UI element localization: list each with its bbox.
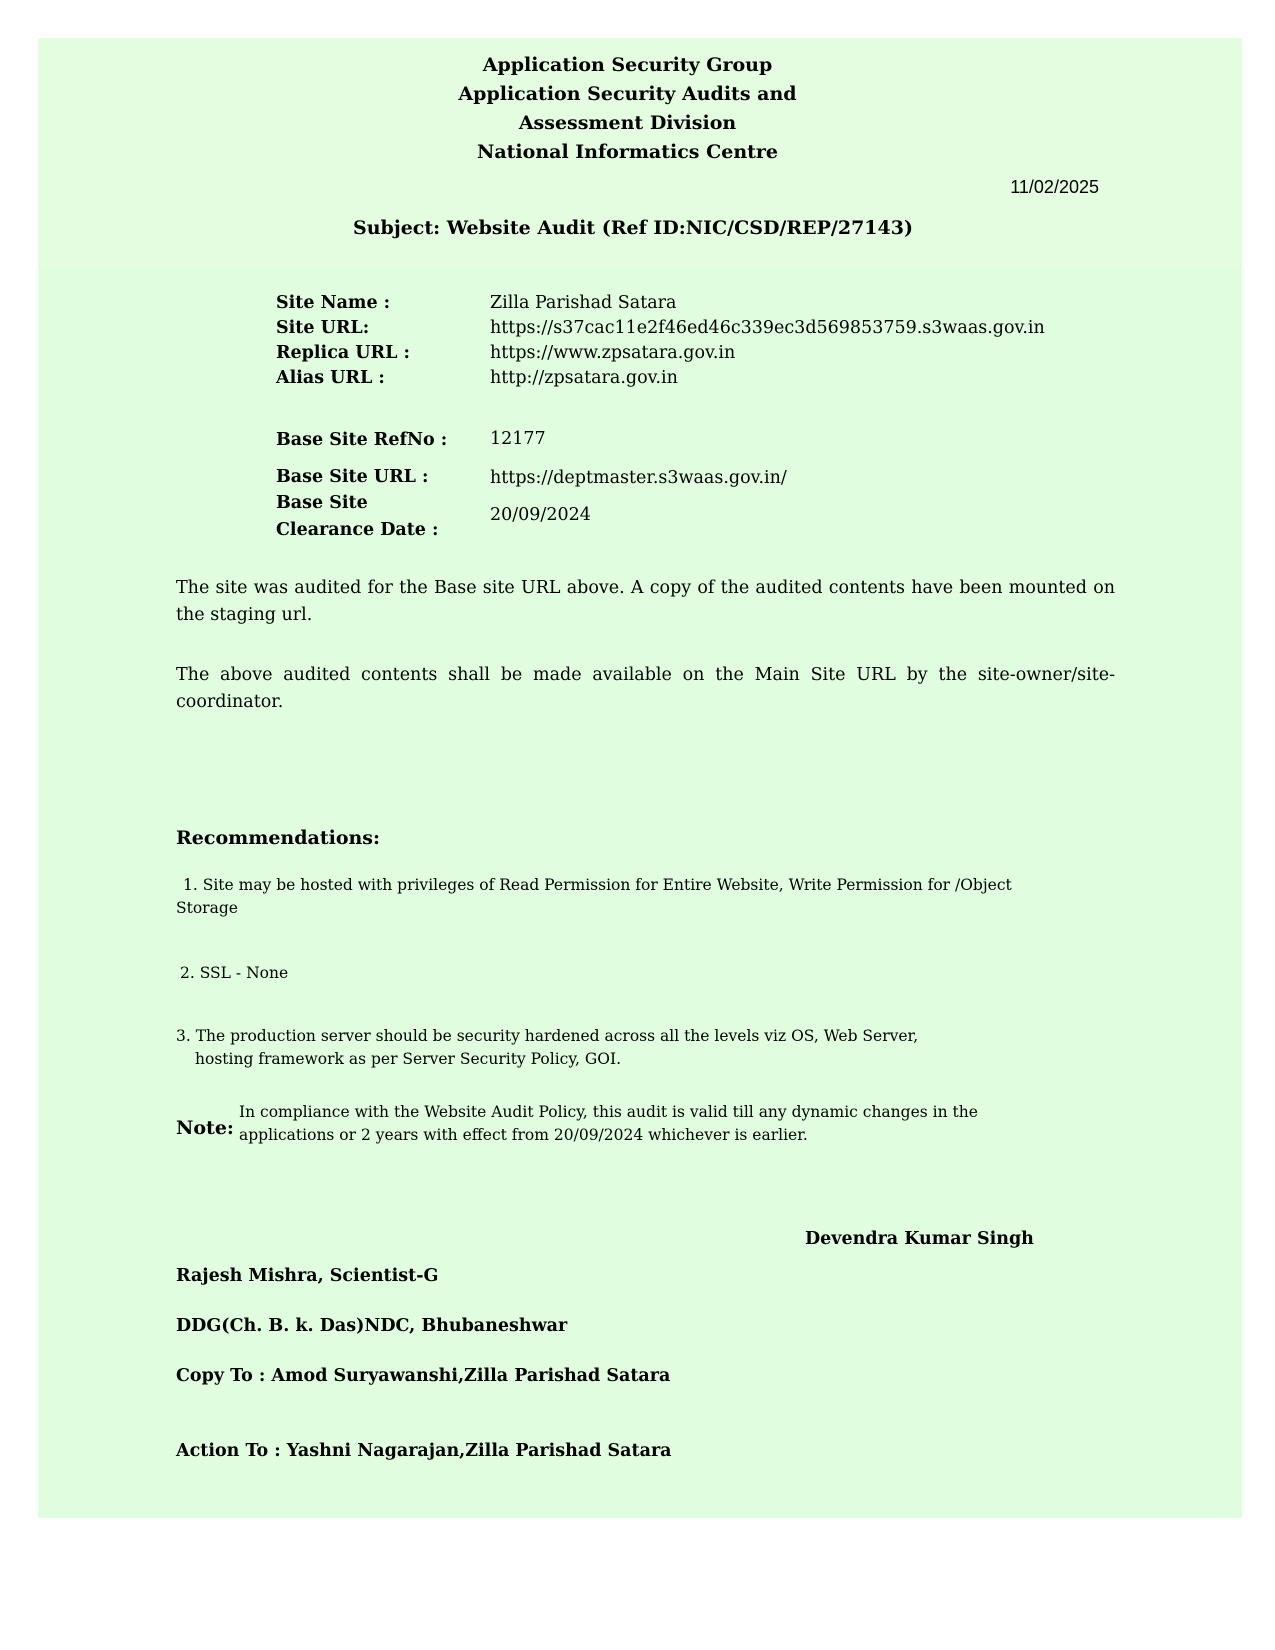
site-url-label: Site URL: (276, 318, 370, 338)
replica-url-value: https://www.zpsatara.gov.in (490, 343, 736, 363)
scientist-name: Rajesh Mishra, Scientist-G (176, 1266, 439, 1286)
document-date: 11/02/2025 (1010, 177, 1099, 197)
base-site-refno-label: Base Site RefNo : (276, 430, 448, 450)
site-name-value: Zilla Parishad Satara (490, 293, 677, 313)
alias-url-value: http://zpsatara.gov.in (490, 368, 678, 388)
subject-line: Subject: Website Audit (Ref ID:NIC/CSD/REP/27143) (353, 217, 913, 239)
note-text (239, 1101, 999, 1147)
recommendation-1-line2: Storage (176, 899, 238, 917)
ddg-line: DDG(Ch. B. k. Das)NDC, Bhubaneshwar (176, 1316, 568, 1336)
recommendation-2: 2. SSL - None (180, 964, 289, 982)
base-site-url-value: https://deptmaster.s3waas.gov.in/ (490, 468, 787, 487)
alias-url-label: Alias URL : (276, 368, 385, 388)
org-name: National Informatics Centre (476, 141, 779, 163)
recommendation-1-line1: 1. Site may be hosted with privileges of Read Permission for Entire Website, Write Permission for /Object (183, 876, 1012, 894)
clearance-date-value: 20/09/2024 (490, 505, 591, 525)
document-sheet (38, 38, 1242, 1518)
site-url-value: https://s37cac11e2f46ed46c339ec3d569853759.s3waas.gov.in (490, 318, 1045, 338)
clearance-date-label-line2: Clearance Date : (276, 520, 439, 540)
base-site-refno-value: 12177 (490, 429, 546, 449)
signatory-name: Devendra Kumar Singh (805, 1229, 1034, 1249)
audit-paragraph: The site was audited for the Base site URL above. A copy of the audited contents have been mounted on the staging url. (176, 578, 1115, 625)
org-division-title-1: Application Security Audits and (458, 83, 797, 105)
base-site-url-label: Base Site URL : (276, 467, 429, 487)
note-label: Note: (176, 1117, 234, 1139)
clearance-date-label-line1: Base Site (276, 493, 368, 513)
note-text-line1: In compliance with the Website Audit Policy, this audit is valid till any dynamic changes in the (239, 1103, 978, 1121)
recommendation-3-line2: hosting framework as per Server Security Policy, GOI. (195, 1050, 622, 1068)
replica-url-label: Replica URL : (276, 343, 410, 363)
note-text-line2: applications or 2 years with effect from 20/09/2024 whichever is earlier. (239, 1126, 808, 1144)
copy-to-line: Copy To : Amod Suryawanshi,Zilla Parishad Satara (176, 1366, 671, 1386)
org-group-title: Application Security Group (482, 54, 773, 76)
action-to-line: Action To : Yashni Nagarajan,Zilla Parishad Satara (176, 1441, 672, 1461)
org-division-title-2: Assessment Division (518, 112, 737, 134)
recommendation-3-line1: 3. The production server should be security hardened across all the levels viz OS, Web Server, (176, 1027, 919, 1045)
site-name-label: Site Name : (276, 293, 391, 313)
availability-paragraph: The above audited contents shall be made available on the Main Site URL by the site-owner/site-coordinator. (176, 665, 1115, 712)
recommendations-heading: Recommendations: (176, 827, 381, 849)
